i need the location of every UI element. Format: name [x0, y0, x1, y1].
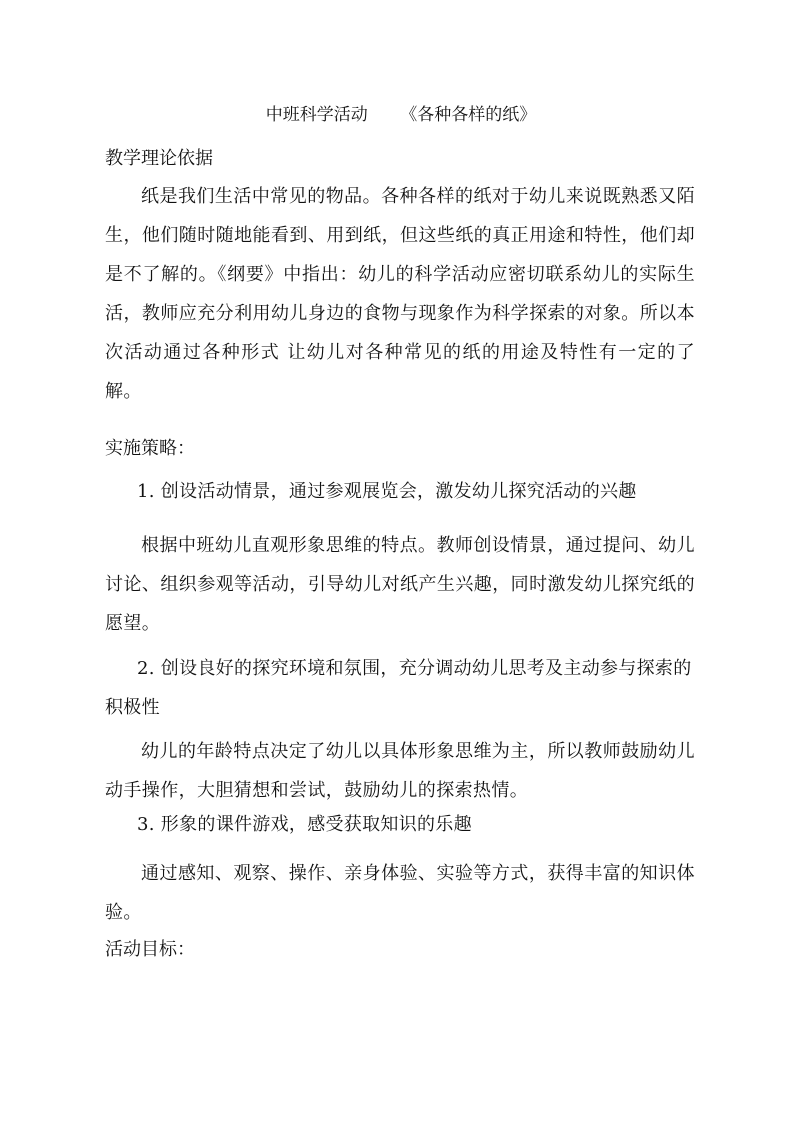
- strategy-item-2-title: 2. 创设良好的探究环境和氛围，充分调动幼儿思考及主动参与探索的积极性: [105, 658, 692, 718]
- theory-paragraph: 纸是我们生活中常见的物品。各种各样的纸对于幼儿来说既熟悉又陌生，他们随时随地能看到、用到纸，但这些纸的真正用途和特性，他们却是不了解的。《纲要》中指出：幼儿的科学活动应密切联系幼儿的实际生活，教师应充分利用幼儿身边的食物与现象作为科学探索的对象。所以本次活动通过各种形式 让幼儿对各种常见的纸的用途及特性有一定的了解。: [105, 186, 695, 402]
- strategy-item-1-title: 1. 创设活动情景，通过参观展览会，激发幼儿探究活动的兴趣: [137, 481, 637, 502]
- strategy-item-2-body: 幼儿的年龄特点决定了幼儿以具体形象思维为主，所以教师鼓励幼儿动手操作，大胆猜想和尝试，鼓励幼儿的探索热情。: [105, 741, 695, 801]
- section-heading-strategy: 实施策略：: [105, 438, 195, 459]
- section-heading-goals: 活动目标：: [105, 939, 195, 960]
- document-title: 中班科学活动 《各种各样的纸》: [265, 105, 537, 125]
- section-heading-theory: 教学理论依据: [105, 148, 213, 169]
- strategy-item-3-body: 通过感知、观察、操作、亲身体验、实验等方式，获得丰富的知识体验。: [105, 863, 695, 923]
- strategy-item-1-body: 根据中班幼儿直观形象思维的特点。教师创设情景，通过提问、幼儿讨论、组织参观等活动，引导幼儿对纸产生兴趣，同时激发幼儿探究纸的愿望。: [105, 535, 695, 634]
- strategy-item-3-title: 3. 形象的课件游戏，感受获取知识的乐趣: [137, 814, 472, 835]
